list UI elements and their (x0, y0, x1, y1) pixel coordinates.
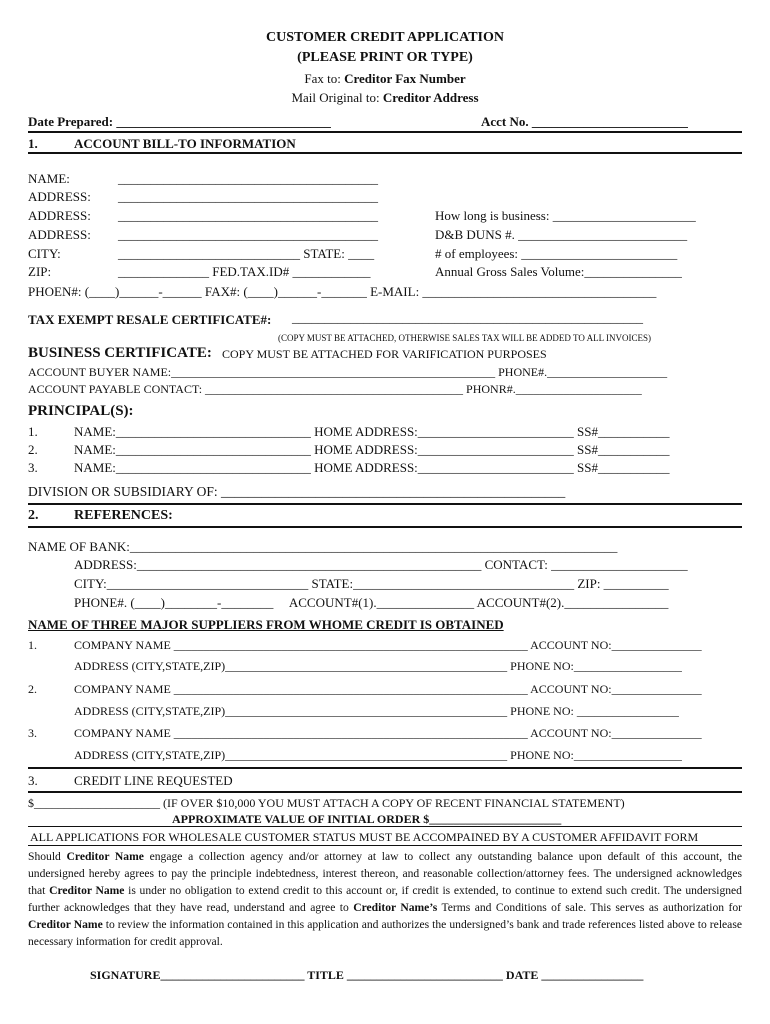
section1-title: ACCOUNT BILL-TO INFORMATION (74, 136, 296, 151)
divider (28, 526, 742, 528)
address-field-3[interactable]: ________________________________________ (118, 227, 378, 242)
zip-label: ZIP: (28, 264, 52, 279)
name-field[interactable]: ________________________________________ (118, 171, 378, 186)
supplier-1-address-field[interactable]: ADDRESS (CITY,STATE,ZIP)_______________________________________________ PHONE NO:__________________ (74, 659, 682, 673)
suppliers-title: NAME OF THREE MAJOR SUPPLIERS FROM WHOME CREDIT IS OBTAINED (28, 617, 504, 632)
divider (28, 503, 742, 505)
buyer-name-field[interactable]: ACCOUNT BUYER NAME:______________________________________________________ PHONE#.____________________ (28, 365, 668, 379)
payable-contact-field[interactable]: ACCOUNT PAYABLE CONTACT: ___________________________________________ PHONR#._____________________ (28, 382, 642, 396)
principals-title: PRINCIPAL(S): (28, 403, 134, 419)
credit-amount-field[interactable]: $_____________________ (IF OVER $10,000 YOU MUST ATTACH A COPY OF RECENT FINANCIAL STATEMENT) (28, 796, 625, 810)
business-cert-note: COPY MUST BE ATTACHED FOR VARIFICATION PURPOSES (222, 347, 547, 361)
business-cert-label: BUSINESS CERTIFICATE: (28, 345, 212, 361)
division-field[interactable]: DIVISION OR SUBSIDIARY OF: ___________________________________________________ (28, 484, 566, 499)
address-field-1[interactable]: ________________________________________ (118, 189, 378, 204)
bank-phone-field[interactable]: PHONE#. (____)________-________ ACCOUNT#(1)._______________ ACCOUNT#(2).________________ (74, 595, 669, 610)
supplier-number: 2. (28, 682, 37, 696)
terms-paragraph: Should Creditor Name engage a collection agency and/or attorney at law to collect any outstanding balance upon default of this account, the undersigned hereby agrees to pay the principle indebtedness, interest thereon, and reasonable collection/attorney fees. The undersigned acknowledges that Creditor Name is under no obligation to extend credit to this account or, if credit is extended, to continue to extend such credit. The undersigned further acknowledges that they have read, understand and agree to Creditor Name’s Terms and Conditions of sale. This serves as authorization for Creditor Name to review the information contained in this application and authorizes the undersigned’s bank and trade references listed above to release necessary information for credit approval. (28, 850, 742, 948)
city-label: CITY: (28, 246, 61, 261)
section3-title: CREDIT LINE REQUESTED (74, 773, 233, 788)
divider (28, 826, 742, 827)
date-prepared-field[interactable]: Date Prepared: _________________________________ (28, 114, 331, 129)
zip-taxid-field[interactable]: ______________ FED.TAX.ID# ____________ (118, 264, 371, 279)
acct-no-field[interactable]: Acct No. ________________________ (481, 114, 688, 129)
address-label: ADDRESS: (28, 208, 91, 223)
address-field-2[interactable]: ________________________________________ (118, 208, 378, 223)
bank-name-field[interactable]: NAME OF BANK:___________________________________________________________________________ (28, 539, 618, 554)
address-label: ADDRESS: (28, 189, 91, 204)
section3-number: 3. (28, 773, 38, 788)
form-title: CUSTOMER CREDIT APPLICATION (265, 30, 505, 45)
divider (28, 131, 742, 133)
principal-number: 2. (28, 442, 38, 457)
principal-number: 1. (28, 424, 38, 439)
bank-city-field[interactable]: CITY:_______________________________ STATE:__________________________________ ZIP: __________ (74, 576, 669, 591)
bank-address-field[interactable]: ADDRESS:_____________________________________________________ CONTACT: _____________________ (74, 557, 688, 572)
phone-fax-email-row[interactable]: PHOEN#: (____)______-______ FAX#: (____)______-_______ E-MAIL: ____________________________________ (28, 284, 657, 299)
supplier-number: 3. (28, 726, 37, 740)
signature-row[interactable]: SIGNATURE________________________ TITLE __________________________ DATE _________________ (90, 968, 644, 982)
tax-exempt-label: TAX EXEMPT RESALE CERTIFICATE#: (28, 312, 272, 327)
employees-field[interactable]: # of employees: ________________________ (435, 246, 678, 261)
address-label: ADDRESS: (28, 227, 91, 242)
principal-number: 3. (28, 460, 38, 475)
business-length-field[interactable]: How long is business: ______________________ (435, 208, 696, 223)
section2-title: REFERENCES: (74, 508, 173, 523)
form-subtitle: (PLEASE PRINT OR TYPE) (297, 50, 473, 65)
divider (28, 767, 742, 769)
supplier-3-company-field[interactable]: COMPANY NAME ___________________________________________________________ ACCOUNT NO:_______________ (74, 726, 702, 740)
divider (28, 152, 742, 154)
principal-row-3[interactable]: NAME:______________________________ HOME ADDRESS:________________________ SS#___________ (74, 460, 670, 475)
supplier-2-address-field[interactable]: ADDRESS (CITY,STATE,ZIP)_______________________________________________ PHONE NO: _________________ (74, 704, 679, 718)
wholesale-note: ALL APPLICATIONS FOR WHOLESALE CUSTOMER STATUS MUST BE ACCOMPAINED BY A CUSTOMER AFFIDAVIT FORM (30, 830, 699, 844)
name-label: NAME: (28, 171, 70, 186)
mail-line: Mail Original to: Creditor Address (291, 90, 479, 105)
fax-line: Fax to: Creditor Fax Number (304, 71, 466, 86)
section1-number: 1. (28, 136, 38, 151)
supplier-2-company-field[interactable]: COMPANY NAME ___________________________________________________________ ACCOUNT NO:_______________ (74, 682, 702, 696)
supplier-1-company-field[interactable]: COMPANY NAME ___________________________________________________________ ACCOUNT NO:_______________ (74, 638, 702, 652)
gross-sales-field[interactable]: Annual Gross Sales Volume:_______________ (435, 264, 682, 279)
supplier-3-address-field[interactable]: ADDRESS (CITY,STATE,ZIP)_______________________________________________ PHONE NO:__________________ (74, 748, 682, 762)
tax-exempt-note: (COPY MUST BE ATTACHED, OTHERWISE SALES TAX WILL BE ADDED TO ALL INVOICES) (278, 333, 651, 343)
principal-row-1[interactable]: NAME:______________________________ HOME ADDRESS:________________________ SS#___________ (74, 424, 670, 439)
city-state-field[interactable]: ____________________________ STATE: ____ (118, 246, 375, 261)
principal-row-2[interactable]: NAME:______________________________ HOME ADDRESS:________________________ SS#___________ (74, 442, 670, 457)
duns-field[interactable]: D&B DUNS #. __________________________ (435, 227, 688, 242)
section2-number: 2. (28, 508, 39, 523)
divider (28, 791, 742, 793)
divider (28, 845, 742, 846)
supplier-number: 1. (28, 638, 37, 652)
tax-exempt-field[interactable]: ______________________________________________________ (292, 310, 643, 325)
initial-order-field[interactable]: APPROXIMATE VALUE OF INITIAL ORDER $______________________ (172, 812, 562, 826)
